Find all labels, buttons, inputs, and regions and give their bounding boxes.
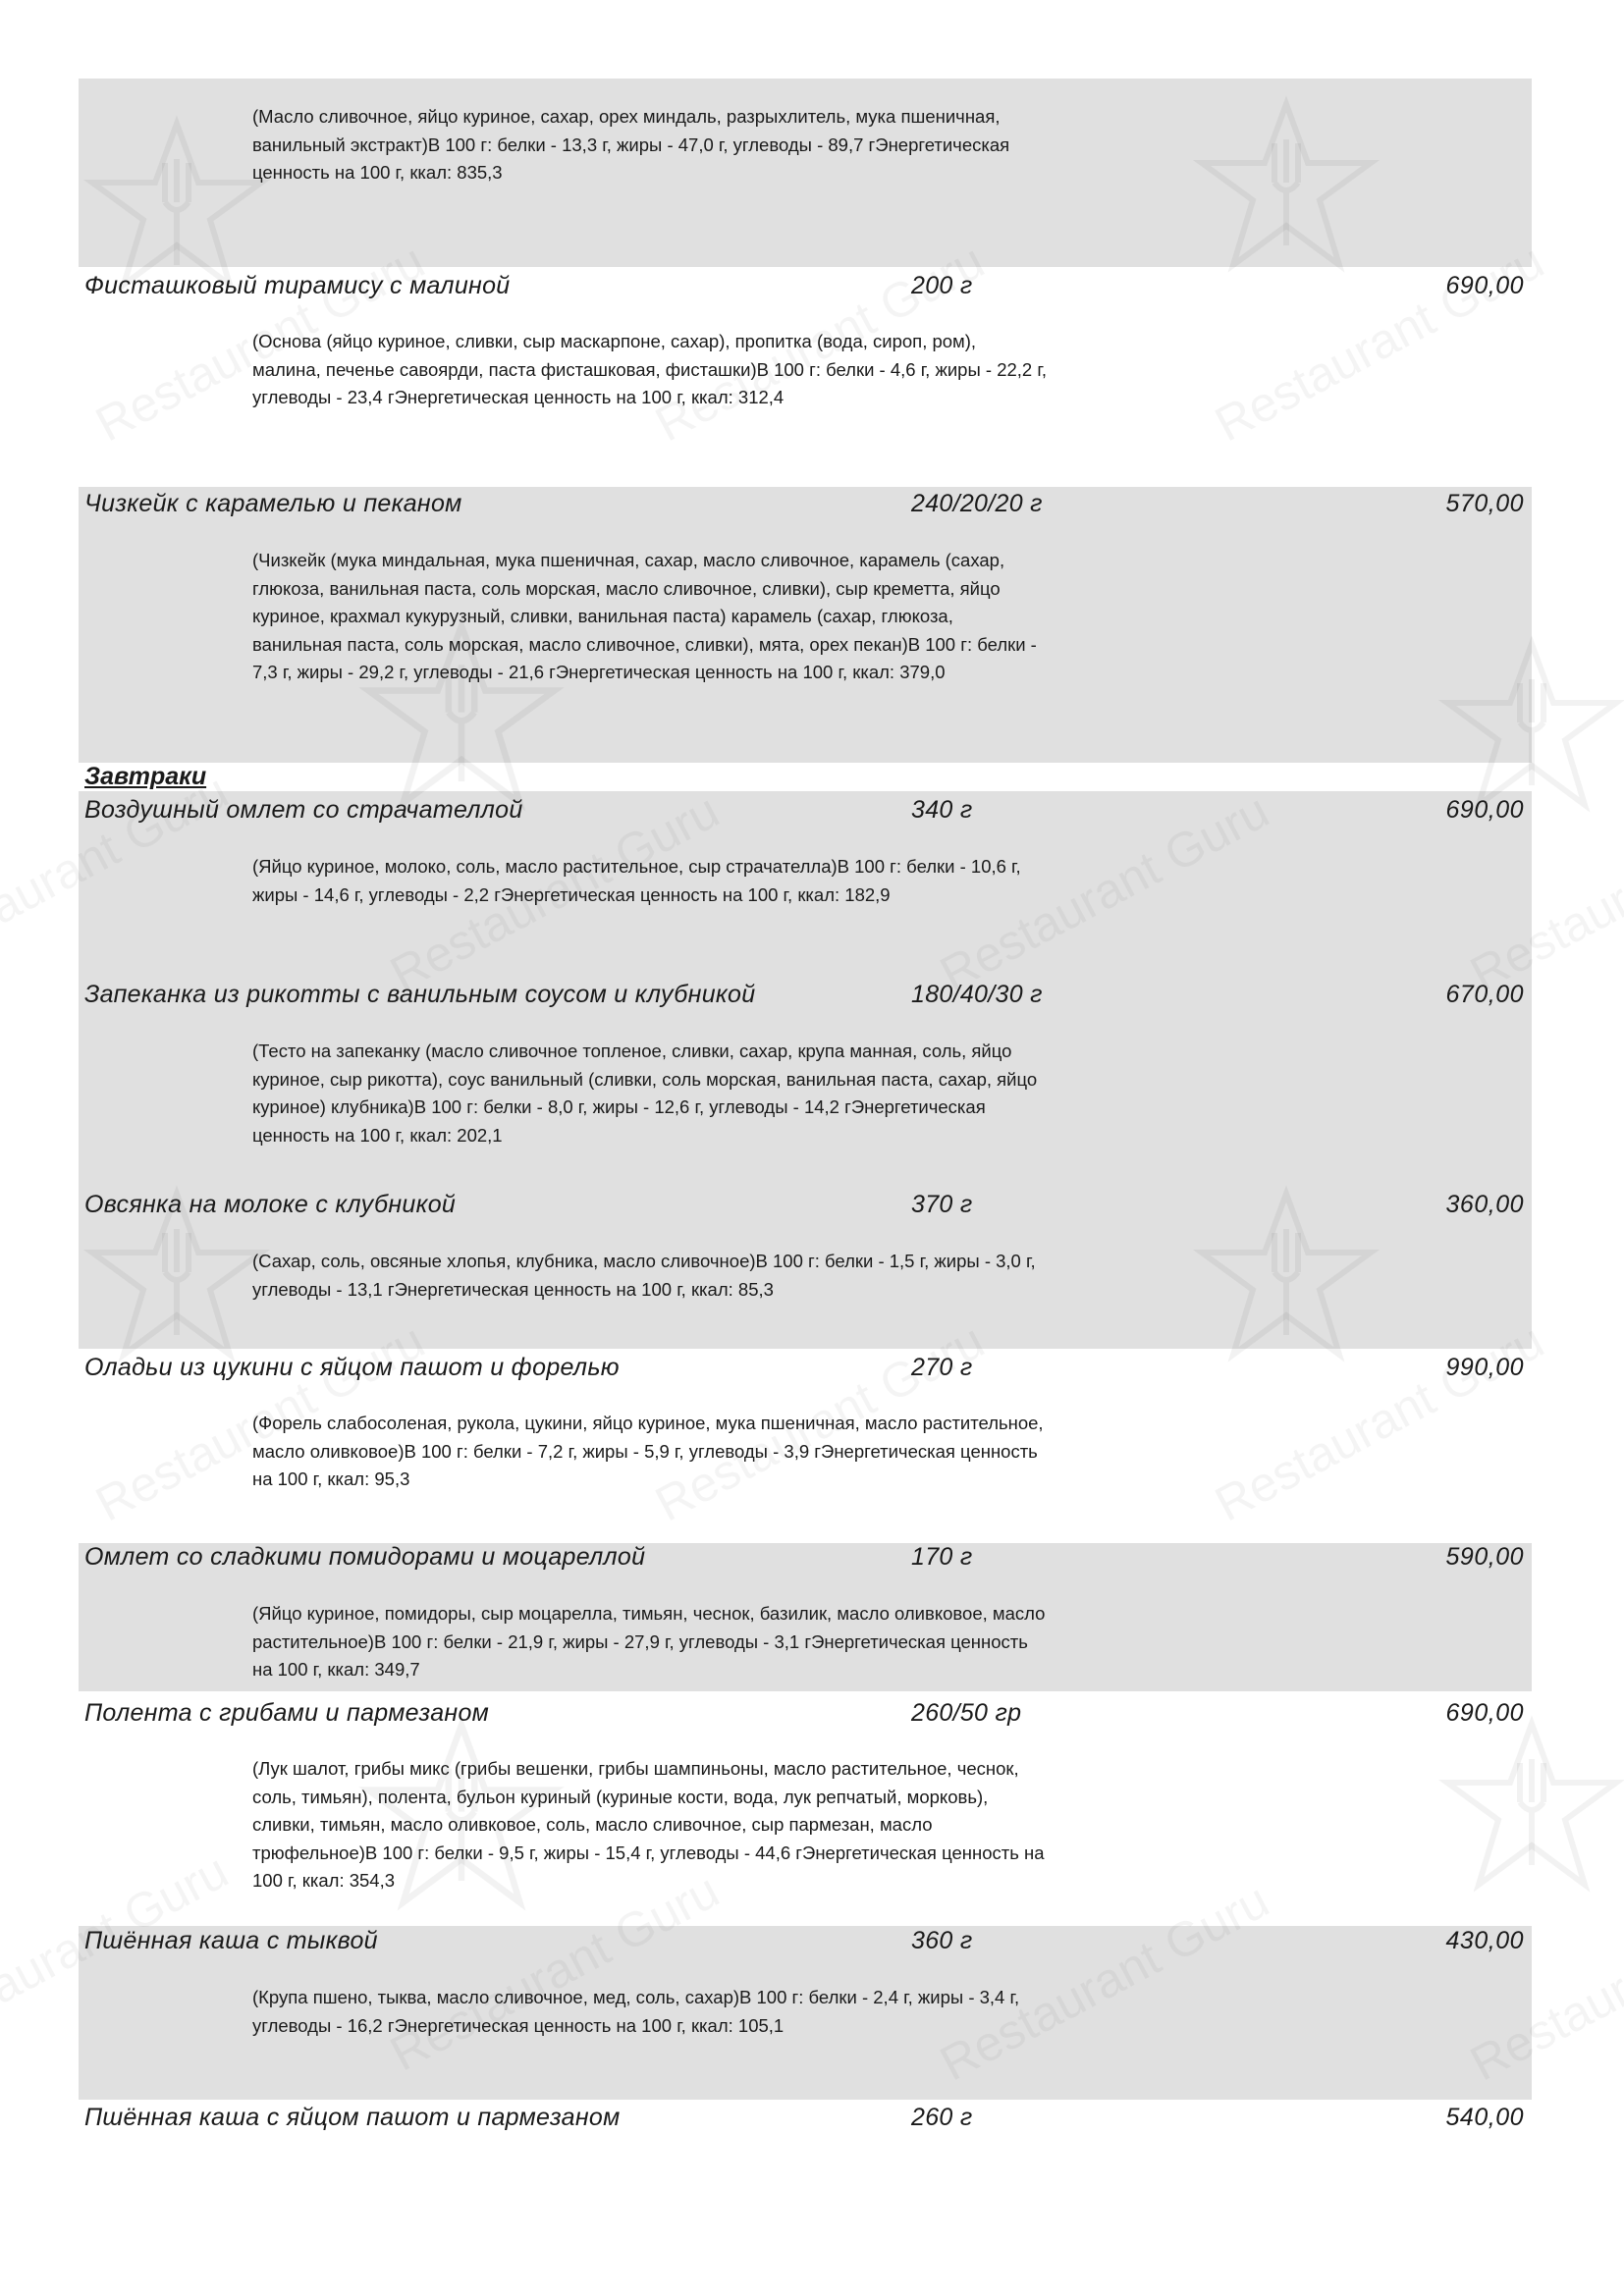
item-description: (Форель слабосоленая, рукола, цукини, яйцо куриное, мука пшеничная, масло растительное, масло оливковое)В 100 г: белки - 7,2 г, жиры - 5,9 г, углеводы - 3,9 гЭнергетическая ценность на 100 г, ккал: 95,3	[252, 1413, 1044, 1489]
item-price: 690,00	[1445, 272, 1524, 299]
item-name: Запеканка из рикотты с ванильным соусом и клубникой	[84, 981, 756, 1008]
item-weight: 170 г	[911, 1543, 973, 1571]
item-weight: 340 г	[911, 796, 973, 824]
item-name: Пшённая каша с яйцом пашот и пармезаном	[84, 2104, 621, 2131]
item-weight: 260/50 гр	[911, 1699, 1022, 1727]
item-price: 540,00	[1445, 2104, 1524, 2131]
item-price: 990,00	[1445, 1354, 1524, 1381]
item-weight: 370 г	[911, 1191, 973, 1218]
item-weight: 240/20/20 г	[911, 490, 1043, 517]
item-description: (Сахар, соль, овсяные хлопья, клубника, масло сливочное)В 100 г: белки - 1,5 г, жиры - 3,0 г, углеводы - 13,1 гЭнергетическая ценность на 100 г, ккал: 85,3	[252, 1251, 1036, 1300]
restaurant-guru-logo-icon	[1434, 1708, 1624, 1904]
item-price: 360,00	[1445, 1191, 1524, 1218]
item-description: (Масло сливочное, яйцо куриное, сахар, орех миндаль, разрыхлитель, мука пшеничная, ванильный экстракт)В 100 г: белки - 13,3 г, жиры - 47,0 г, углеводы - 89,7 гЭнергетическая ценность на 100 г, ккал: 835,3	[252, 106, 1010, 183]
item-price: 670,00	[1445, 981, 1524, 1008]
item-name: Пшённая каша с тыквой	[84, 1927, 378, 1954]
item-price: 690,00	[1445, 1699, 1524, 1727]
item-name: Овсянка на молоке с клубникой	[84, 1191, 457, 1218]
item-weight: 260 г	[911, 2104, 973, 2131]
item-name: Чизкейк с карамелью и пеканом	[84, 490, 462, 517]
item-price: 570,00	[1445, 490, 1524, 517]
item-price: 690,00	[1445, 796, 1524, 824]
item-weight: 200 г	[911, 272, 973, 299]
item-weight: 180/40/30 г	[911, 981, 1043, 1008]
item-description: (Тесто на запеканку (масло сливочное топленое, сливки, сахар, крупа манная, соль, яйцо куриное, сыр рикотта), соус ванильный (сливки, соль морская, ванильная паста, сахар, яйцо куриное) клубника)В 100 г: белки - 8,0 г, жиры - 12,6 г, углеводы - 14,2 гЭнергетическая ценность на 100 г, ккал: 202,1	[252, 1041, 1038, 1146]
item-description: (Основа (яйцо куриное, сливки, сыр маскарпоне, сахар), пропитка (вода, сироп, ром), малина, печенье савоярди, паста фисташковая, фисташки)В 100 г: белки - 4,6 г, жиры - 22,2 г, углеводы - 23,4 гЭнергетическая ценность на 100 г, ккал: 312,4	[252, 331, 1047, 407]
item-name: Омлет со сладкими помидорами и моцареллой	[84, 1543, 646, 1571]
item-description: (Чизкейк (мука миндальная, мука пшеничная, сахар, масло сливочное, карамель (сахар, глюкоза, ванильная паста, соль морская, масло сливочное, сливки), сыр креметта, яйцо куриное, крахмал кукурузный, сливки, ванильная паста) карамель (сахар, глюкоза, ванильная паста, соль морская, масло сливочное, сливки), мята, орех пекан)В 100 г: белки - 7,3 г, жиры - 29,2 г, углеводы - 21,6 гЭнергетическая ценность на 100 г, ккал: 379,0	[252, 550, 1037, 682]
section-heading-breakfasts: Завтраки	[84, 763, 207, 790]
item-description: (Крупа пшено, тыква, масло сливочное, мед, соль, сахар)В 100 г: белки - 2,4 г, жиры - 3,4 г, углеводы - 16,2 гЭнергетическая ценность на 100 г, ккал: 105,1	[252, 1987, 1020, 2036]
item-description: (Яйцо куриное, помидоры, сыр моцарелла, тимьян, чеснок, базилик, масло оливковое, масло растительное)В 100 г: белки - 21,9 г, жиры - 27,9 г, углеводы - 3,1 гЭнергетическая ценность на 100 г, ккал: 349,7	[252, 1603, 1046, 1680]
item-name: Воздушный омлет со страчателлой	[84, 796, 523, 824]
item-name: Оладьи из цукини с яйцом пашот и форелью	[84, 1354, 620, 1381]
item-name: Фисташковый тирамису с малиной	[84, 272, 511, 299]
item-price: 590,00	[1445, 1543, 1524, 1571]
item-description: (Лук шалот, грибы микс (грибы вешенки, грибы шампиньоны, масло растительное, чеснок, соль, тимьян), полента, бульон куриный (куриные кости, вода, лук репчатый, морковь), сливки, тимьян, масло оливковое, соль, масло сливочное, сыр пармезан, масло трюфельное)В 100 г: белки - 9,5 г, жиры - 15,4 г, углеводы - 44,6 гЭнергетическая ценность на 100 г, ккал: 354,3	[252, 1758, 1045, 1891]
item-name: Полента с грибами и пармезаном	[84, 1699, 490, 1727]
item-description: (Яйцо куриное, молоко, соль, масло растительное, сыр страчателла)В 100 г: белки - 10,6 г, жиры - 14,6 г, углеводы - 2,2 гЭнергетическая ценность на 100 г, ккал: 182,9	[252, 856, 1021, 905]
item-weight: 360 г	[911, 1927, 973, 1954]
item-weight: 270 г	[911, 1354, 973, 1381]
item-price: 430,00	[1445, 1927, 1524, 1954]
